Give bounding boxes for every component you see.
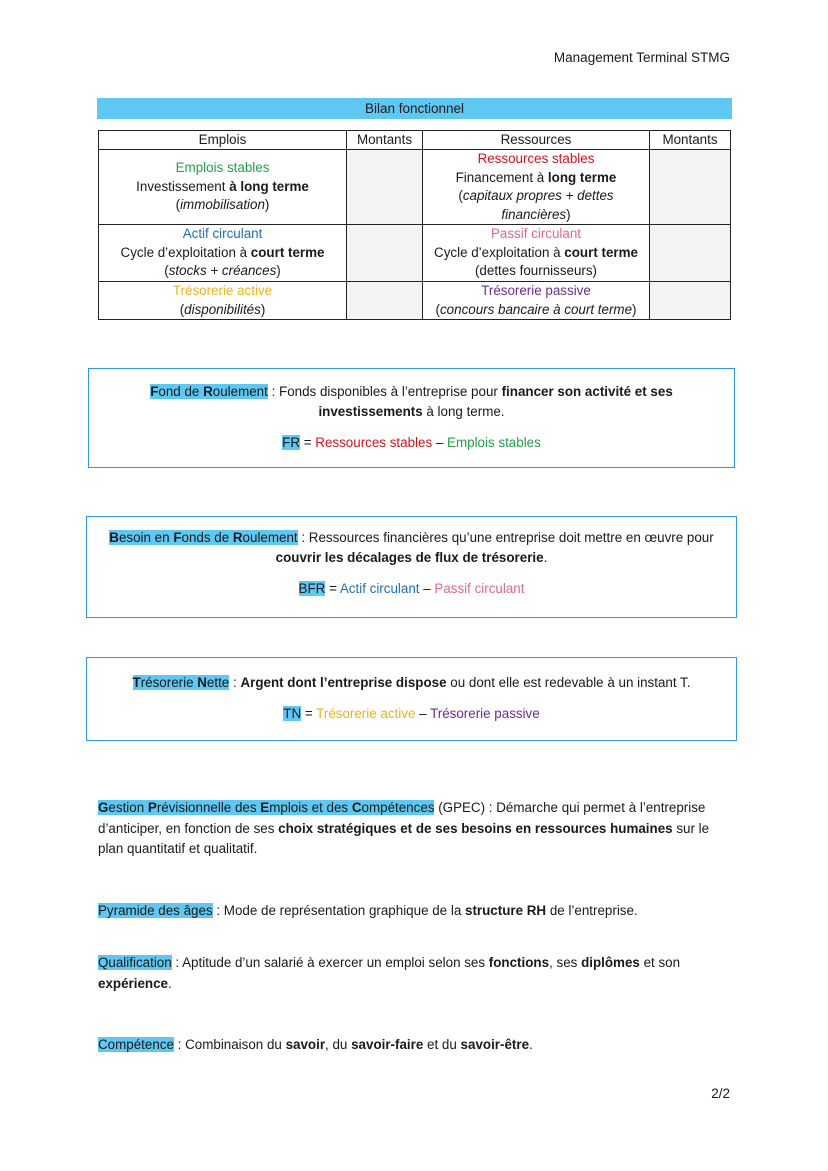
table-row [99,150,731,225]
gpec-paragraph: Gestion Prévisionnelle des Emplois et des Compétences (GPEC) : Démarche qui permet à l’entreprise d’anticiper, en fonction de ses choix stratégiques et de ses besoins en ressources humaines sur le plan quantitatif et qualitatif. [98,800,710,856]
montant-cell [650,150,731,225]
column-header: Montants [650,131,731,150]
emplois-stables-cell [99,150,347,225]
category-label: Ressources stables [477,151,595,166]
pyramide-paragraph: Pyramide des âges : Mode de représentation graphique de la structure RH de l’entreprise. [98,903,638,918]
montant-cell [347,282,423,320]
montant-cell [347,150,423,225]
bilan-title: Bilan fonctionnel [97,98,732,119]
qualification-term: Qualification [98,955,172,970]
montant-cell [650,225,731,282]
montant-cell [650,282,731,320]
category-label: Passif circulant [490,226,582,241]
cell-detail: (disponibilités) [179,301,266,317]
table-row [99,225,731,282]
cell-line: Cycle d’exploitation à court terme [120,244,325,260]
fr-definition-box [88,368,735,468]
column-header: Emplois [99,131,347,150]
column-header: Montants [347,131,423,150]
cell-detail: (concours bancaire à court terme) [435,301,637,317]
category-label: Emplois stables [175,160,270,175]
category-label: Trésorerie active [172,283,273,298]
bfr-term: Besoin en Fonds de Roulement [109,530,298,545]
actif-circulant-cell [99,225,347,282]
tn-definition: Trésorerie Nette : Argent dont l’entreprise dispose ou dont elle est redevable à un instant T. [132,675,691,690]
tresorerie-active-cell [99,282,347,320]
fr-term: Fond de Roulement [150,384,268,399]
tresorerie-passive-cell [423,282,650,320]
cell-detail: (immobilisation) [175,197,270,212]
bilan-table [98,130,731,320]
fr-definition: Fond de Roulement : Fonds disponibles à l’entreprise pour financer son activité et ses investissements à long terme. [150,384,673,419]
bfr-formula: BFR = Actif circulant – Passif circulant [298,581,525,596]
qualification-paragraph: Qualification : Aptitude d’un salarié à exercer un emploi selon ses fonctions, ses diplômes et son expérience. [98,955,681,991]
pyramide-term: Pyramide des âges [98,903,213,918]
table-header-row [99,131,731,150]
column-header: Ressources [423,131,650,150]
ressources-stables-cell [423,150,650,225]
tn-term: Trésorerie Nette [132,675,230,690]
cell-detail: (capitaux propres + dettes financières) [458,188,614,222]
cell-detail: (stocks + créances) [164,263,281,278]
competence-term: Compétence [98,1037,174,1052]
bfr-definition-box [86,516,737,618]
gpec-term: Gestion Prévisionnelle des Emplois et des Compétences [98,800,435,815]
page-header: Management Terminal STMG [553,50,730,65]
tn-formula: TN = Trésorerie active – Trésorerie passive [283,706,540,721]
table-row [99,282,731,320]
page-number: 2/2 [711,1086,730,1101]
tn-definition-box [86,657,737,741]
passif-circulant-cell [423,225,650,282]
category-label: Actif circulant [182,226,263,241]
bfr-definition: Besoin en Fonds de Roulement : Ressources financières qu’une entreprise doit mettre en œuvre pour couvrir les décalages de flux de trésorerie. [109,530,714,565]
cell-line: Investissement à long terme [136,178,309,194]
cell-line: Cycle d’exploitation à court terme [434,244,638,260]
category-label: Trésorerie passive [481,283,591,298]
fr-formula: FR = Ressources stables – Emplois stables [282,435,541,450]
cell-line: Financement à long terme [455,169,617,185]
montant-cell [347,225,423,282]
cell-detail: (dettes fournisseurs) [474,263,598,278]
competence-paragraph: Compétence : Combinaison du savoir, du savoir-faire et du savoir-être. [98,1037,533,1052]
